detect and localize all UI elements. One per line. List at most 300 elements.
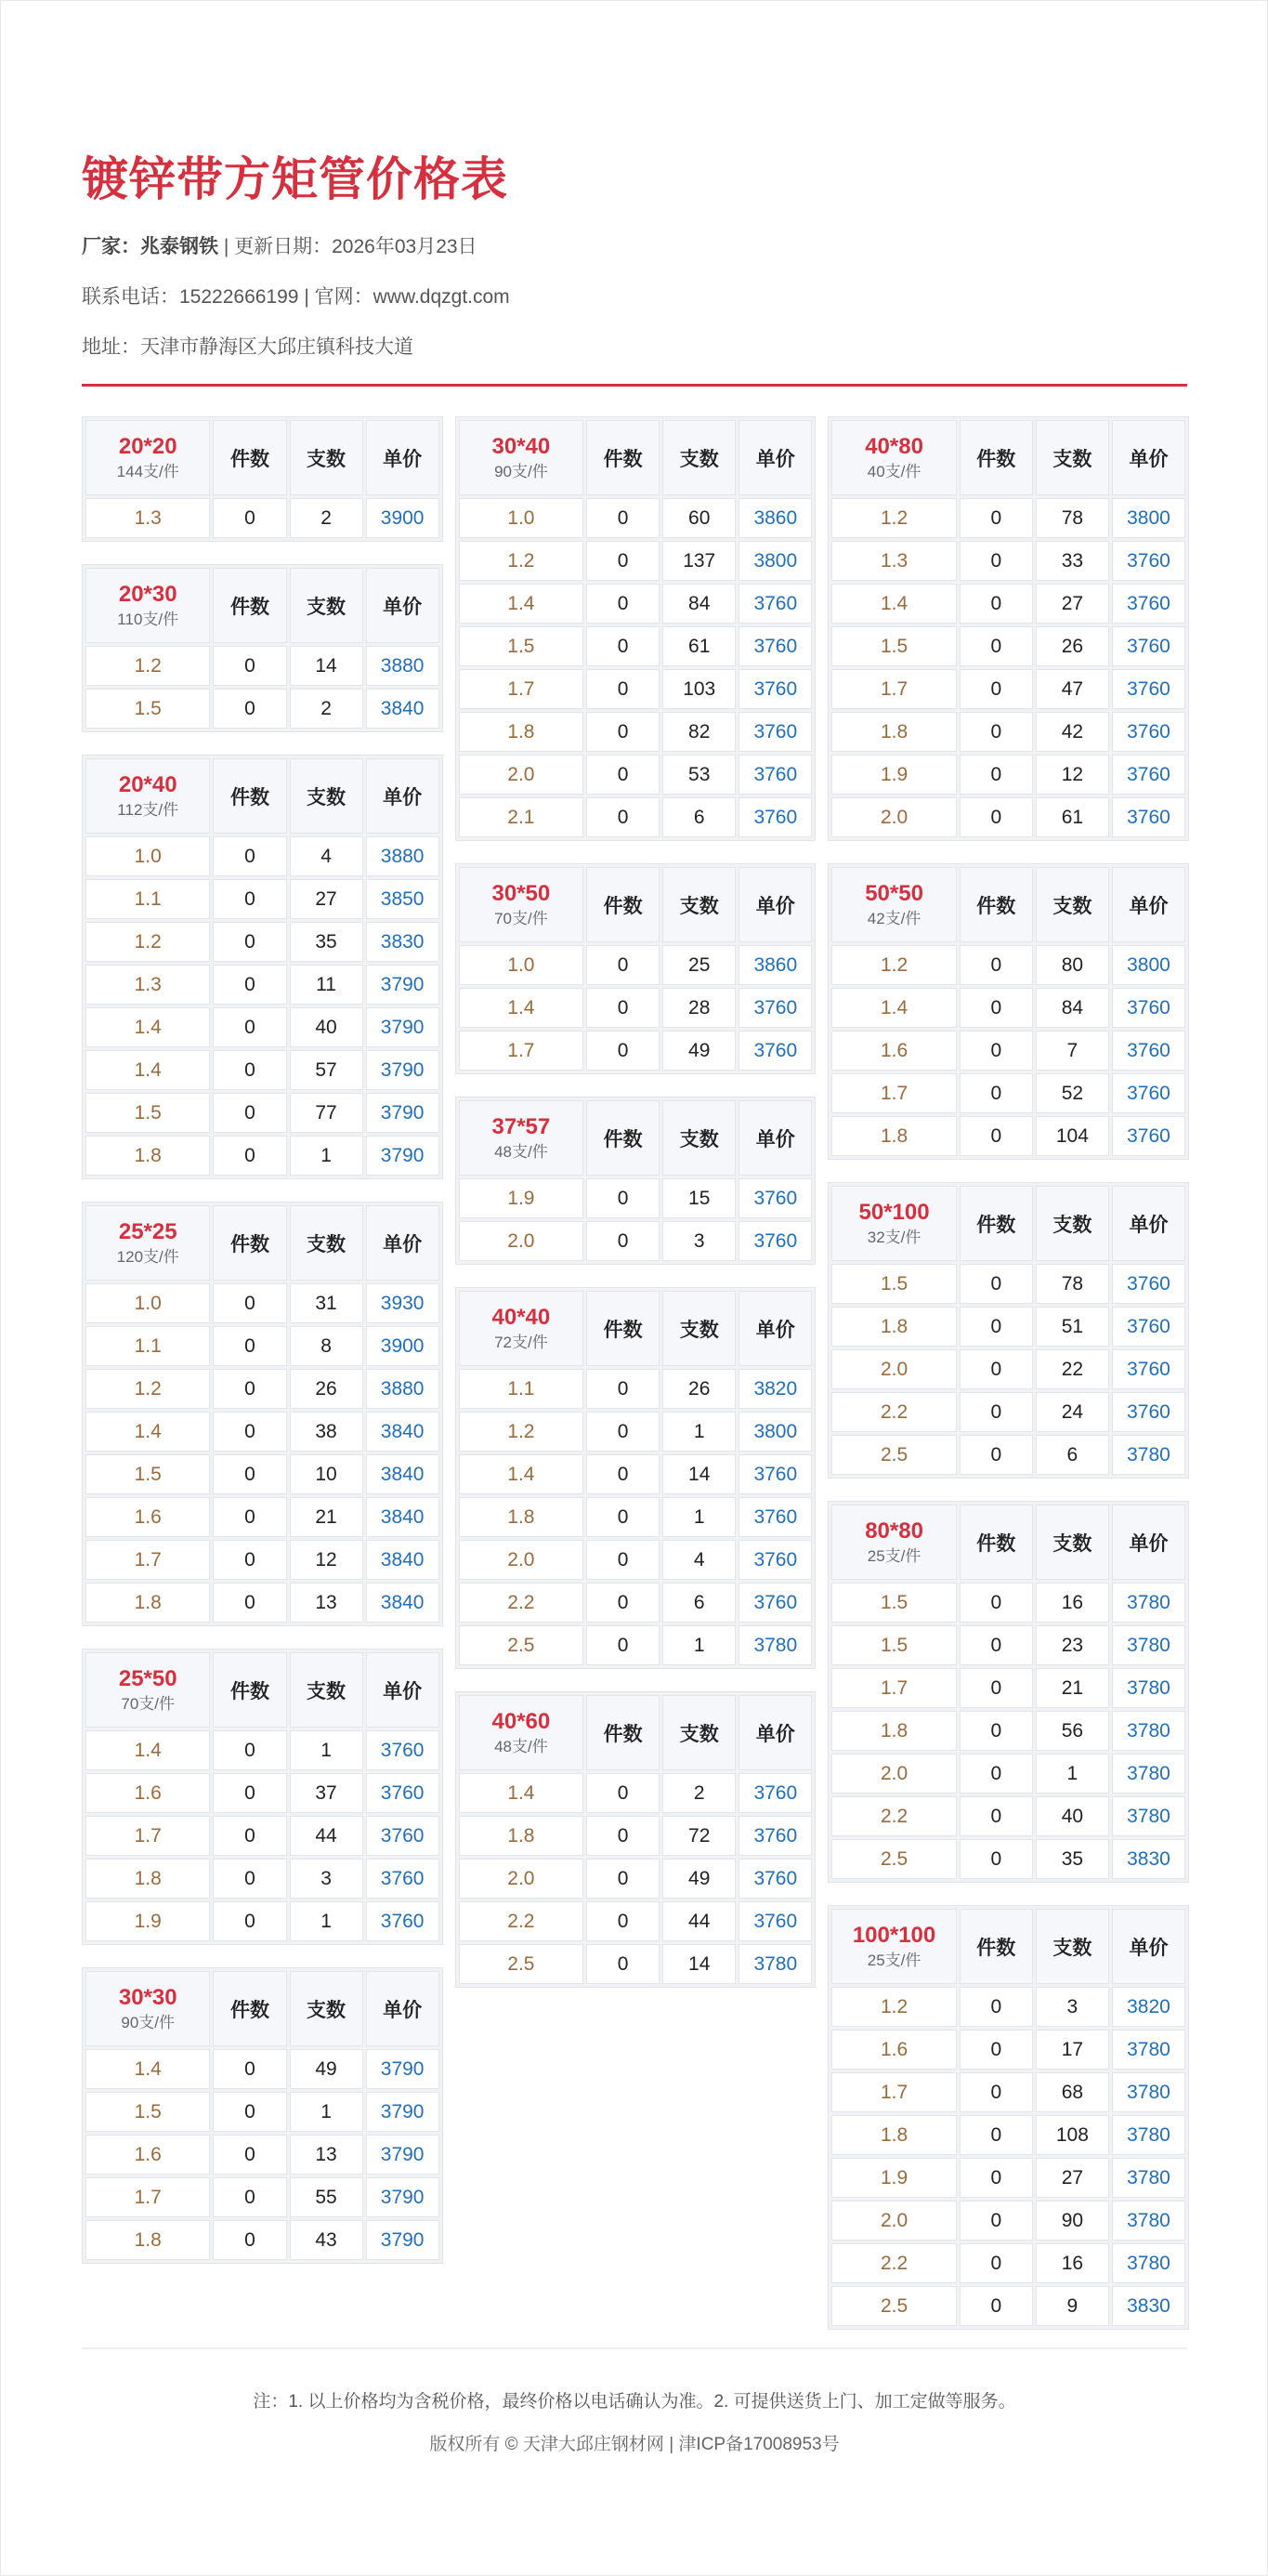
count-cell: 12: [290, 1540, 363, 1580]
spec-size: 30*50: [491, 880, 551, 906]
pieces-cell: 0: [586, 498, 660, 538]
header-row: [831, 1186, 1185, 1261]
price-cell: 3760: [739, 626, 812, 666]
count-cell: 24: [1036, 1392, 1109, 1432]
thickness-cell: 1.8: [85, 2220, 210, 2260]
pieces-cell: 0: [213, 689, 286, 729]
column-header-count: 支数: [290, 420, 363, 495]
table-row: [85, 1050, 439, 1090]
table-row: [831, 945, 1185, 985]
column-header-pieces: 件数: [213, 420, 286, 495]
spec-header: [85, 1971, 210, 2046]
table-row: [831, 1264, 1185, 1304]
spec-size: 20*20: [118, 433, 177, 459]
spec-header: [85, 1652, 210, 1728]
table-row: [831, 1839, 1185, 1879]
count-cell: 3: [290, 1859, 363, 1899]
price-cell: 3760: [739, 669, 812, 709]
count-cell: 137: [662, 541, 736, 581]
spec-size: 40*80: [865, 433, 923, 459]
price-cell: 3780: [1112, 1668, 1185, 1708]
column-header-price: 单价: [739, 420, 812, 495]
table-header: [831, 1909, 1185, 1984]
pieces-cell: 0: [960, 2072, 1033, 2112]
table-body: [459, 498, 813, 837]
table-row: [831, 1987, 1185, 2027]
count-cell: 37: [290, 1773, 363, 1813]
table-row: [459, 541, 813, 581]
table-row: [85, 498, 439, 538]
price-table: [455, 863, 817, 1074]
column-header-pieces: 件数: [586, 420, 660, 495]
table-row: [85, 2092, 439, 2132]
pieces-cell: 0: [586, 712, 660, 752]
table-row: [831, 988, 1185, 1028]
thickness-cell: 2.5: [831, 1435, 956, 1475]
spec-header: [459, 1695, 583, 1770]
price-table: [82, 1649, 443, 1945]
count-cell: 108: [1036, 2115, 1109, 2155]
count-cell: 6: [1036, 1435, 1109, 1475]
pieces-cell: 0: [586, 1221, 660, 1261]
header-divider: [82, 384, 1187, 387]
pieces-per-bundle: 70支/件: [121, 1694, 176, 1713]
count-cell: 4: [290, 836, 363, 876]
pieces-cell: 0: [213, 879, 286, 919]
thickness-cell: 1.8: [831, 1116, 956, 1156]
address-label: 地址：: [82, 336, 140, 358]
pieces-per-bundle: 48支/件: [494, 1737, 548, 1755]
website-link[interactable]: www.dqzgt.com: [373, 286, 510, 308]
table-row: [831, 1711, 1185, 1751]
pieces-cell: 0: [213, 1093, 286, 1133]
header-row: [85, 758, 439, 834]
header-row: [459, 1291, 813, 1366]
thickness-cell: 1.5: [831, 1264, 956, 1304]
count-cell: 2: [290, 498, 363, 538]
price-table: [828, 863, 1189, 1160]
thickness-cell: 1.5: [459, 626, 583, 666]
pieces-cell: 0: [213, 1583, 286, 1623]
copyright: 版权所有 © 天津大邱庄钢材网 | 津ICP备17008953号: [429, 2435, 840, 2454]
price-cell: 3820: [1112, 1987, 1185, 2027]
pieces-cell: 0: [586, 1625, 660, 1665]
table-row: [85, 1540, 439, 1580]
price-cell: 3760: [739, 1773, 812, 1813]
pieces-cell: 0: [960, 1668, 1033, 1708]
price-cell: 3760: [1112, 1307, 1185, 1347]
pieces-cell: 0: [213, 1901, 286, 1941]
price-table: [82, 1202, 443, 1626]
spec-header: [831, 1909, 956, 1984]
table-row: [459, 1221, 813, 1261]
price-table: [828, 1905, 1189, 2330]
pieces-cell: 0: [213, 646, 286, 686]
pieces-cell: 0: [960, 669, 1033, 709]
price-cell: 3760: [739, 1497, 812, 1537]
thickness-cell: 1.7: [831, 2072, 956, 2112]
count-cell: 3: [662, 1221, 736, 1261]
price-table: [828, 1501, 1189, 1883]
thickness-cell: 1.8: [459, 712, 583, 752]
table-row: [831, 712, 1185, 752]
pieces-cell: 0: [586, 1816, 660, 1856]
table-row: [85, 1454, 439, 1494]
thickness-cell: 1.8: [831, 2115, 956, 2155]
thickness-cell: 2.0: [459, 1859, 583, 1899]
count-cell: 27: [290, 879, 363, 919]
thickness-cell: 1.1: [85, 879, 210, 919]
price-table: [82, 416, 443, 542]
price-cell: 3900: [366, 498, 439, 538]
price-cell: 3760: [739, 1901, 812, 1941]
table-header: [831, 420, 1185, 495]
thickness-cell: 1.8: [85, 1859, 210, 1899]
table-row: [85, 2177, 439, 2217]
pieces-cell: 0: [960, 1435, 1033, 1475]
pieces-cell: 0: [213, 2220, 286, 2260]
count-cell: 49: [662, 1031, 736, 1071]
pieces-per-bundle: 120支/件: [116, 1247, 179, 1266]
table-row: [85, 1093, 439, 1133]
price-cell: 3760: [1112, 1116, 1185, 1156]
count-cell: 9: [1036, 2286, 1109, 2326]
pieces-cell: 0: [586, 945, 660, 985]
table-row: [85, 1816, 439, 1856]
price-cell: 3760: [1112, 1031, 1185, 1071]
table-header: [85, 1971, 439, 2046]
count-cell: 1: [662, 1625, 736, 1665]
table-row: [85, 2135, 439, 2175]
price-cell: 3780: [1112, 1435, 1185, 1475]
price-cell: 3850: [366, 879, 439, 919]
price-cell: 3760: [366, 1901, 439, 1941]
price-cell: 3790: [366, 2220, 439, 2260]
table-row: [85, 1412, 439, 1452]
thickness-cell: 2.0: [831, 1349, 956, 1389]
count-cell: 42: [1036, 712, 1109, 752]
table-row: [831, 2201, 1185, 2241]
count-cell: 28: [662, 988, 736, 1028]
table-row: [831, 2158, 1185, 2198]
pieces-cell: 0: [213, 836, 286, 876]
thickness-cell: 1.8: [459, 1497, 583, 1537]
count-cell: 14: [662, 1944, 736, 1984]
table-row: [85, 2220, 439, 2260]
site-label: 官网：: [314, 286, 373, 308]
spec-size: 50*50: [865, 880, 923, 906]
table-body: [459, 1369, 813, 1665]
separator: |: [218, 236, 235, 257]
count-cell: 17: [1036, 2030, 1109, 2070]
count-cell: 44: [662, 1901, 736, 1941]
price-cell: 3760: [739, 1221, 812, 1261]
count-cell: 51: [1036, 1307, 1109, 1347]
price-cell: 3760: [739, 1031, 812, 1071]
price-cell: 3860: [739, 498, 812, 538]
column-header-pieces: 件数: [960, 420, 1033, 495]
table-row: [459, 1859, 813, 1899]
table-row: [831, 2115, 1185, 2155]
page-title: 镀锌带方矩管价格表: [82, 153, 508, 205]
pieces-cell: 0: [960, 2115, 1033, 2155]
price-cell: 3760: [1112, 541, 1185, 581]
column-header-pieces: 件数: [586, 1695, 660, 1770]
thickness-cell: 1.6: [831, 2030, 956, 2070]
thickness-cell: 2.2: [459, 1901, 583, 1941]
table-row: [85, 1773, 439, 1813]
thickness-cell: 1.2: [85, 646, 210, 686]
count-cell: 6: [662, 797, 736, 837]
price-cell: 3760: [739, 988, 812, 1028]
table-body: [85, 1730, 439, 1941]
thickness-cell: 1.7: [459, 669, 583, 709]
table-row: [459, 1369, 813, 1409]
thickness-cell: 1.5: [85, 689, 210, 729]
table-body: [459, 1178, 813, 1261]
count-cell: 2: [662, 1773, 736, 1813]
pieces-cell: 0: [960, 1307, 1033, 1347]
table-body: [831, 945, 1185, 1156]
count-cell: 14: [662, 1454, 736, 1494]
table-row: [831, 1435, 1185, 1475]
pieces-cell: 0: [213, 1007, 286, 1047]
table-row: [831, 498, 1185, 538]
table-row: [831, 1307, 1185, 1347]
thickness-cell: 1.4: [831, 988, 956, 1028]
pieces-cell: 0: [960, 2201, 1033, 2241]
table-row: [85, 689, 439, 729]
count-cell: 49: [662, 1859, 736, 1899]
column-header-price: 单价: [1112, 420, 1185, 495]
pieces-cell: 0: [960, 1264, 1033, 1304]
price-cell: 3790: [366, 2092, 439, 2132]
column-header-price: 单价: [366, 568, 439, 643]
table-row: [85, 1730, 439, 1770]
thickness-cell: 2.5: [831, 2286, 956, 2326]
count-cell: 21: [290, 1497, 363, 1537]
thickness-cell: 1.3: [85, 498, 210, 538]
spec-size: 100*100: [852, 1922, 936, 1948]
count-cell: 1: [290, 1730, 363, 1770]
thickness-cell: 2.0: [831, 797, 956, 837]
maker-name: 兆泰钢铁: [140, 236, 218, 257]
pieces-cell: 0: [960, 1711, 1033, 1751]
column-header-count: 支数: [1036, 420, 1109, 495]
header-row: [459, 1100, 813, 1176]
count-cell: 35: [1036, 1839, 1109, 1879]
count-cell: 1: [290, 1901, 363, 1941]
spec-size: 25*50: [118, 1665, 177, 1691]
price-table: [828, 416, 1189, 841]
thickness-cell: 1.4: [459, 1773, 583, 1813]
count-cell: 15: [662, 1178, 736, 1218]
thickness-cell: 1.0: [85, 836, 210, 876]
price-cell: 3780: [1112, 1711, 1185, 1751]
thickness-cell: 1.1: [85, 1326, 210, 1366]
price-cell: 3840: [366, 689, 439, 729]
table-header: [831, 1505, 1185, 1580]
count-cell: 103: [662, 669, 736, 709]
count-cell: 61: [1036, 797, 1109, 837]
spec-size: 30*40: [491, 433, 551, 459]
price-cell: 3780: [1112, 2158, 1185, 2198]
count-cell: 27: [1036, 584, 1109, 624]
price-cell: 3760: [739, 797, 812, 837]
pieces-per-bundle: 25支/件: [867, 1951, 922, 1969]
price-cell: 3800: [1112, 498, 1185, 538]
thickness-cell: 2.0: [831, 1754, 956, 1794]
price-cell: 3780: [1112, 2115, 1185, 2155]
table-row: [459, 1583, 813, 1623]
thickness-cell: 1.5: [831, 1625, 956, 1665]
table-row: [85, 1283, 439, 1323]
table-row: [459, 797, 813, 837]
pieces-cell: 0: [960, 2243, 1033, 2283]
contact-line: [82, 282, 510, 309]
price-cell: 3880: [366, 646, 439, 686]
price-cell: 3780: [1112, 2072, 1185, 2112]
spec-header: [85, 568, 210, 643]
column-header-price: 单价: [1112, 1186, 1185, 1261]
price-cell: 3760: [739, 1859, 812, 1899]
thickness-cell: 1.8: [831, 712, 956, 752]
price-cell: 3760: [1112, 584, 1185, 624]
thickness-cell: 1.5: [85, 1093, 210, 1133]
thickness-cell: 1.3: [831, 541, 956, 581]
count-cell: 43: [290, 2220, 363, 2260]
date-label: 更新日期：: [234, 236, 333, 257]
table-row: [831, 2243, 1185, 2283]
pieces-cell: 0: [586, 541, 660, 581]
price-cell: 3780: [1112, 1625, 1185, 1665]
count-cell: 4: [662, 1540, 736, 1580]
pieces-cell: 0: [960, 712, 1033, 752]
count-cell: 14: [290, 646, 363, 686]
price-cell: 3760: [1112, 669, 1185, 709]
price-table: [82, 755, 443, 1179]
price-cell: 3830: [1112, 2286, 1185, 2326]
table-header: [85, 1652, 439, 1728]
count-cell: 2: [290, 689, 363, 729]
thickness-cell: 1.4: [459, 988, 583, 1028]
pieces-cell: 0: [960, 1583, 1033, 1623]
count-cell: 33: [1036, 541, 1109, 581]
pieces-cell: 0: [586, 626, 660, 666]
pieces-cell: 0: [586, 1178, 660, 1218]
pieces-cell: 0: [213, 1283, 286, 1323]
count-cell: 21: [1036, 1668, 1109, 1708]
column-header-price: 单价: [739, 1100, 812, 1176]
column-header-price: 单价: [739, 1291, 812, 1366]
pieces-cell: 0: [213, 1816, 286, 1856]
pieces-cell: 0: [213, 2092, 286, 2132]
pieces-per-bundle: 70支/件: [494, 909, 548, 927]
price-table: [455, 1691, 817, 1988]
spec-header: [85, 758, 210, 834]
count-cell: 40: [290, 1007, 363, 1047]
price-cell: 3760: [1112, 712, 1185, 752]
table-row: [831, 2286, 1185, 2326]
table-row: [459, 498, 813, 538]
spec-size: 30*30: [118, 1984, 177, 2010]
table-header: [85, 568, 439, 643]
spec-header: [831, 1186, 956, 1261]
price-cell: 3840: [366, 1540, 439, 1580]
count-cell: 10: [290, 1454, 363, 1494]
table-row: [85, 646, 439, 686]
pieces-cell: 0: [586, 1497, 660, 1537]
pieces-cell: 0: [213, 1369, 286, 1409]
table-row: [85, 836, 439, 876]
table-row: [459, 1031, 813, 1071]
table-header: [459, 1100, 813, 1176]
price-cell: 3760: [739, 584, 812, 624]
thickness-cell: 1.4: [459, 584, 583, 624]
count-cell: 60: [662, 498, 736, 538]
thickness-cell: 1.8: [85, 1136, 210, 1176]
header-row: [831, 867, 1185, 942]
pieces-cell: 0: [586, 1540, 660, 1580]
column-header-count: 支数: [662, 1695, 736, 1770]
table-body: [85, 646, 439, 729]
table-row: [459, 1178, 813, 1218]
table-body: [831, 1583, 1185, 1879]
table-header: [459, 1291, 813, 1366]
pieces-cell: 0: [213, 965, 286, 1005]
table-row: [459, 626, 813, 666]
table-row: [459, 1540, 813, 1580]
address: 天津市静海区大邱庄镇科技大道: [140, 336, 413, 358]
price-cell: 3760: [1112, 1264, 1185, 1304]
table-row: [831, 626, 1185, 666]
count-cell: 31: [290, 1283, 363, 1323]
column-header-pieces: 件数: [213, 758, 286, 834]
count-cell: 78: [1036, 498, 1109, 538]
price-cell: 3760: [1112, 1349, 1185, 1389]
update-date: 2026年03月23日: [332, 236, 477, 257]
table-row: [831, 2030, 1185, 2070]
table-row: [459, 1816, 813, 1856]
header-row: [831, 1505, 1185, 1580]
phone-number[interactable]: 15222666199: [179, 286, 299, 308]
column-header-pieces: 件数: [213, 1205, 286, 1281]
price-cell: 3790: [366, 2177, 439, 2217]
pieces-cell: 0: [586, 1944, 660, 1984]
count-cell: 72: [662, 1816, 736, 1856]
column-header-pieces: 件数: [213, 568, 286, 643]
price-cell: 3840: [366, 1412, 439, 1452]
header-row: [85, 1205, 439, 1281]
pieces-cell: 0: [586, 1031, 660, 1071]
count-cell: 22: [1036, 1349, 1109, 1389]
thickness-cell: 1.4: [85, 2049, 210, 2089]
thickness-cell: 1.0: [459, 498, 583, 538]
pieces-cell: 0: [960, 945, 1033, 985]
column-2: [455, 416, 817, 1988]
pieces-cell: 0: [960, 797, 1033, 837]
count-cell: 13: [290, 2135, 363, 2175]
table-header: [85, 1205, 439, 1281]
column-header-price: 单价: [1112, 867, 1185, 942]
pieces-cell: 0: [213, 1497, 286, 1537]
column-header-price: 单价: [366, 1652, 439, 1728]
column-header-pieces: 件数: [960, 1505, 1033, 1580]
count-cell: 3: [1036, 1987, 1109, 2027]
column-header-count: 支数: [662, 1291, 736, 1366]
pieces-cell: 0: [586, 1369, 660, 1409]
count-cell: 52: [1036, 1073, 1109, 1113]
